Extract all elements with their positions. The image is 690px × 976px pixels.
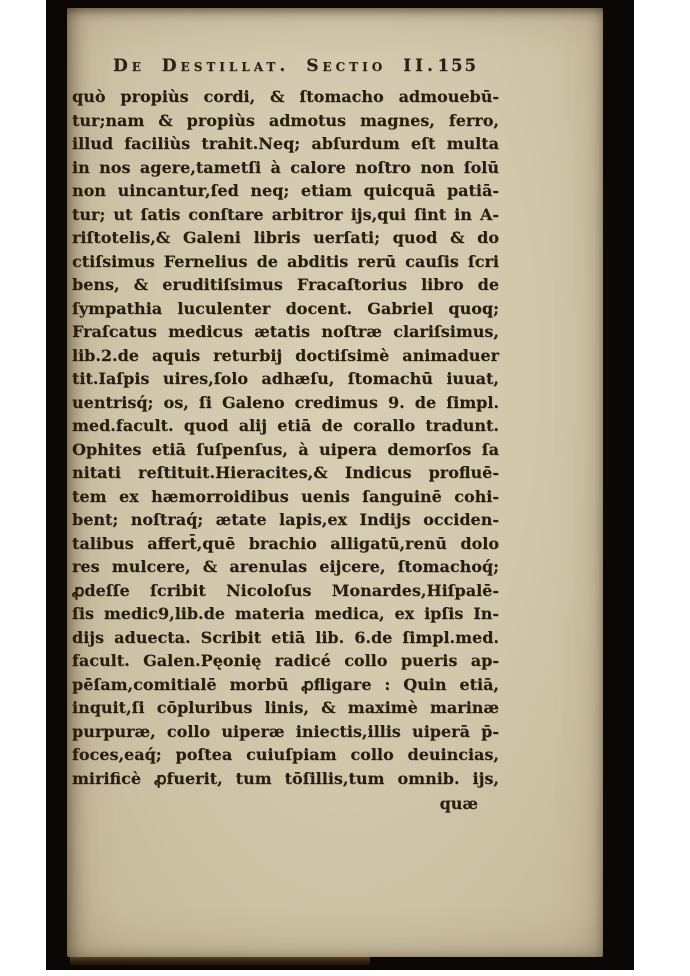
text-line: non uincantur,ſed neq; etiam quicquā patiā- <box>72 181 499 200</box>
text-line: lib.2.de aquis returbij doctiſsimè animaduer <box>72 345 499 365</box>
text-line: res mulcere, & arenulas eijcere, ſtomachoq́; <box>72 557 499 576</box>
text-line: tur; ut ſatis conſtare arbitror ijs,qui ſint in A- <box>72 204 499 224</box>
text-line: nitati reſtituit.Hieracites,& Indicus profluē- <box>72 463 499 482</box>
text-line: ctiſsimus Fernelius de abditis rerū cauſis ſcri <box>72 251 499 271</box>
text-line: dijs aduecta. Scribit etiā lib. 6.de ſimpl.med. <box>72 627 499 647</box>
text-line: Ophites etiā ſuſpenſus, à uipera demorſos ſa <box>72 439 499 459</box>
text-line: inquit,ſi cōpluribus linis, & maximè marinæ <box>72 698 499 717</box>
text-line: purpuræ, collo uiperæ iniectis,illis uiperā p̄- <box>72 721 499 741</box>
catchword-row <box>72 792 499 816</box>
page-number: 155 <box>437 56 478 75</box>
book-page <box>67 8 603 957</box>
text-line: med.facult. quod alij etiā de corallo tradunt. <box>72 416 499 435</box>
text-line: Fraſcatus medicus ætatis noſtræ clariſsimus, <box>72 322 499 341</box>
book-bottom-edge <box>70 956 370 966</box>
text-line: tem ex hæmorroidibus uenis ſanguinē cohi- <box>72 486 499 506</box>
text-line: mirificè ꝓfuerit, tum tōſillis,tum omnib. ijs, <box>72 768 499 788</box>
text-line: ſis medic9,lib.de materia medica, ex ipſis In- <box>72 604 499 623</box>
text-line: riſtotelis,& Galeni libris uerſati; quod & do <box>72 228 499 247</box>
text-line: quò propiùs cordi, & ſtomacho admouebū- <box>72 87 499 106</box>
text-line: illud faciliùs trahit.Neq; abſurdum eſt multa <box>72 134 499 153</box>
text-block <box>72 85 499 790</box>
text-line: foces,eaq́; poſtea cuiuſpiam collo deuincias, <box>72 745 499 764</box>
text-line: ſympathia luculenter docent. Gabriel quoq; <box>72 298 499 318</box>
text-line: ꝓdeſſe ſcribit Nicoloſus Monardes,Hiſpalē- <box>72 580 499 600</box>
running-header <box>72 56 499 76</box>
text-line: tit.Iaſpis uires,ſolo adhæſu, ſtomachū iuuat, <box>72 369 499 388</box>
text-line: talibus affert̄,quē brachio alligatū,renū dolo <box>72 533 499 553</box>
text-line: facult. Galen.Pęonię radicé collo pueris ap- <box>72 651 499 670</box>
header-title: De Destillat. Sectio II. <box>113 56 437 76</box>
text-line: uentrisq́; os, ſi Galeno credimus 9. de ſimpl. <box>72 392 499 412</box>
catchword: quæ <box>439 794 478 813</box>
text-line: bent; noſtraq́; ætate lapis,ex Indijs occiden- <box>72 510 499 529</box>
text-line: bens, & eruditiſsimus Fracaſtorius libro de <box>72 275 499 294</box>
text-line: in nos agere,tametſi à calore noſtro non ſolū <box>72 157 499 177</box>
text-line: tur;nam & propiùs admotus magnes, ferro, <box>72 110 499 130</box>
text-line: pēſam,comitialē morbū ꝓfligare : Quin etiā, <box>72 674 499 694</box>
